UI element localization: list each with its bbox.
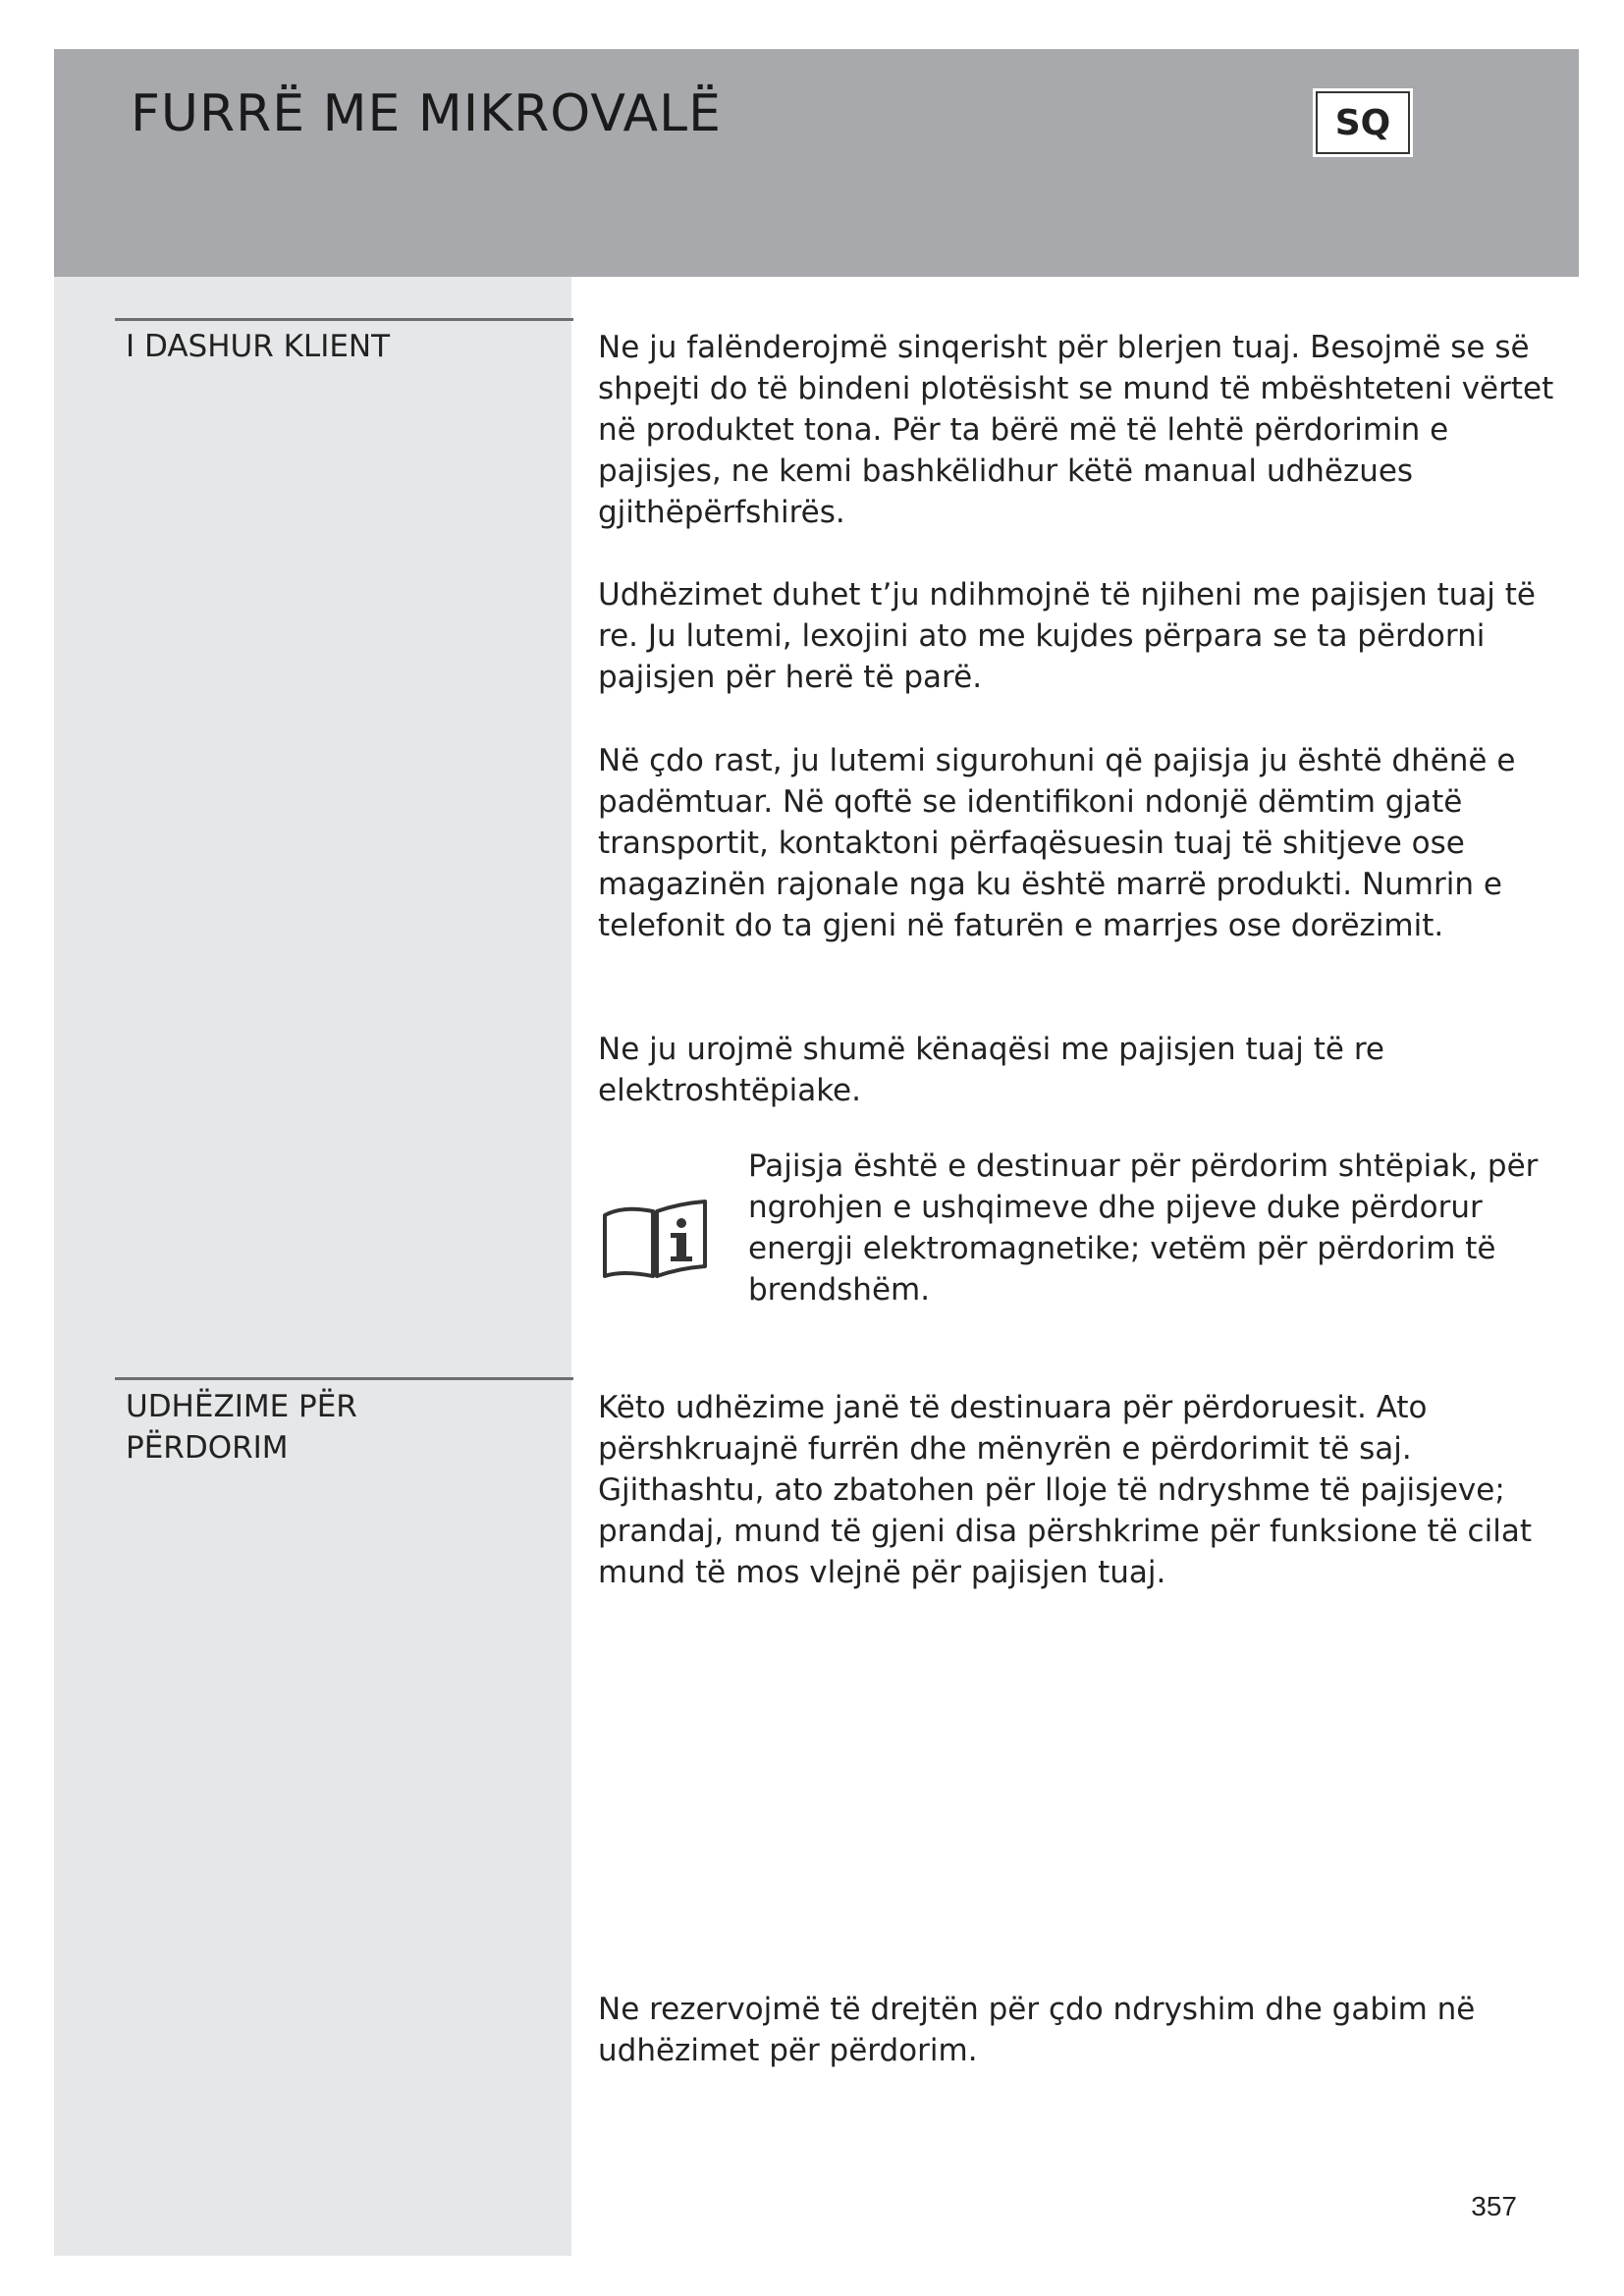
paragraph-instructions: Këto udhëzime janë të destinuara për përdoruesit. Ato përshkruajnë furrën dhe mënyrën e përdorimit të saj. Gjithashtu, ato zbatohen për lloje të ndryshme të pajisjeve; prandaj, mund të gjeni disa përshkrime për funksione të cilat mund të mos vlejnë për pajisjen tuaj.	[598, 1390, 1532, 1590]
section-label-instructions: UDHËZIME PËR PËRDORIM	[126, 1389, 357, 1466]
left-sidebar	[54, 277, 571, 2256]
section-divider	[115, 1377, 573, 1380]
page-title: FURRË ME MIKROVALË	[131, 84, 722, 143]
paragraph-check-damage: Në çdo rast, ju lutemi sigurohuni që pajisja ju është dhënë e padëmtuar. Në qoftë se identifikoni ndonjë dëmtim gjatë transportit, kontaktoni përfaqësuesin tuaj të shitjeve ose magazinën rajonale nga ku është marrë produkti. Numrin e telefonit do ta gjeni në faturën e marrjes ose dorëzimit.	[598, 743, 1516, 943]
manual-info-icon	[601, 1198, 709, 1278]
paragraph-getting-to-know: Udhëzimet duhet t’ju ndihmojnë të njiheni me pajisjen tuaj të re. Ju lutemi, lexojini ato me kujdes përpara se ta përdorni pajisjen për herë të parë.	[598, 577, 1537, 695]
section-divider	[115, 318, 573, 321]
footer-disclaimer: Ne rezervojmë të drejtën për çdo ndryshim dhe gabim në udhëzimet për përdorim.	[598, 1992, 1476, 2068]
section-label-dear-customer: I DASHUR KLIENT	[126, 329, 391, 364]
paragraph-wishes: Ne ju urojmë shumë kënaqësi me pajisjen tuaj të re elektroshtëpiake.	[598, 1032, 1384, 1108]
language-badge: SQ	[1316, 91, 1410, 154]
page-number: 357	[1471, 2191, 1517, 2221]
info-note-text: Pajisja është e destinuar për përdorim shtëpiak, për ngrohjen e ushqimeve dhe pijeve duke përdorur energji elektromagnetike; vetëm për përdorim të brendshëm.	[748, 1148, 1539, 1308]
paragraph-thanks: Ne ju falënderojmë sinqerisht për blerjen tuaj. Besojmë se së shpejti do të bindeni plotësisht se mund të mbështeteni vërtet në produktet tona. Për ta bërë më të lehtë përdorimin e pajisjes, ne kemi bashkëlidhur këtë manual udhëzues gjithëpërfshirës.	[598, 330, 1554, 530]
page-header	[54, 49, 1579, 277]
